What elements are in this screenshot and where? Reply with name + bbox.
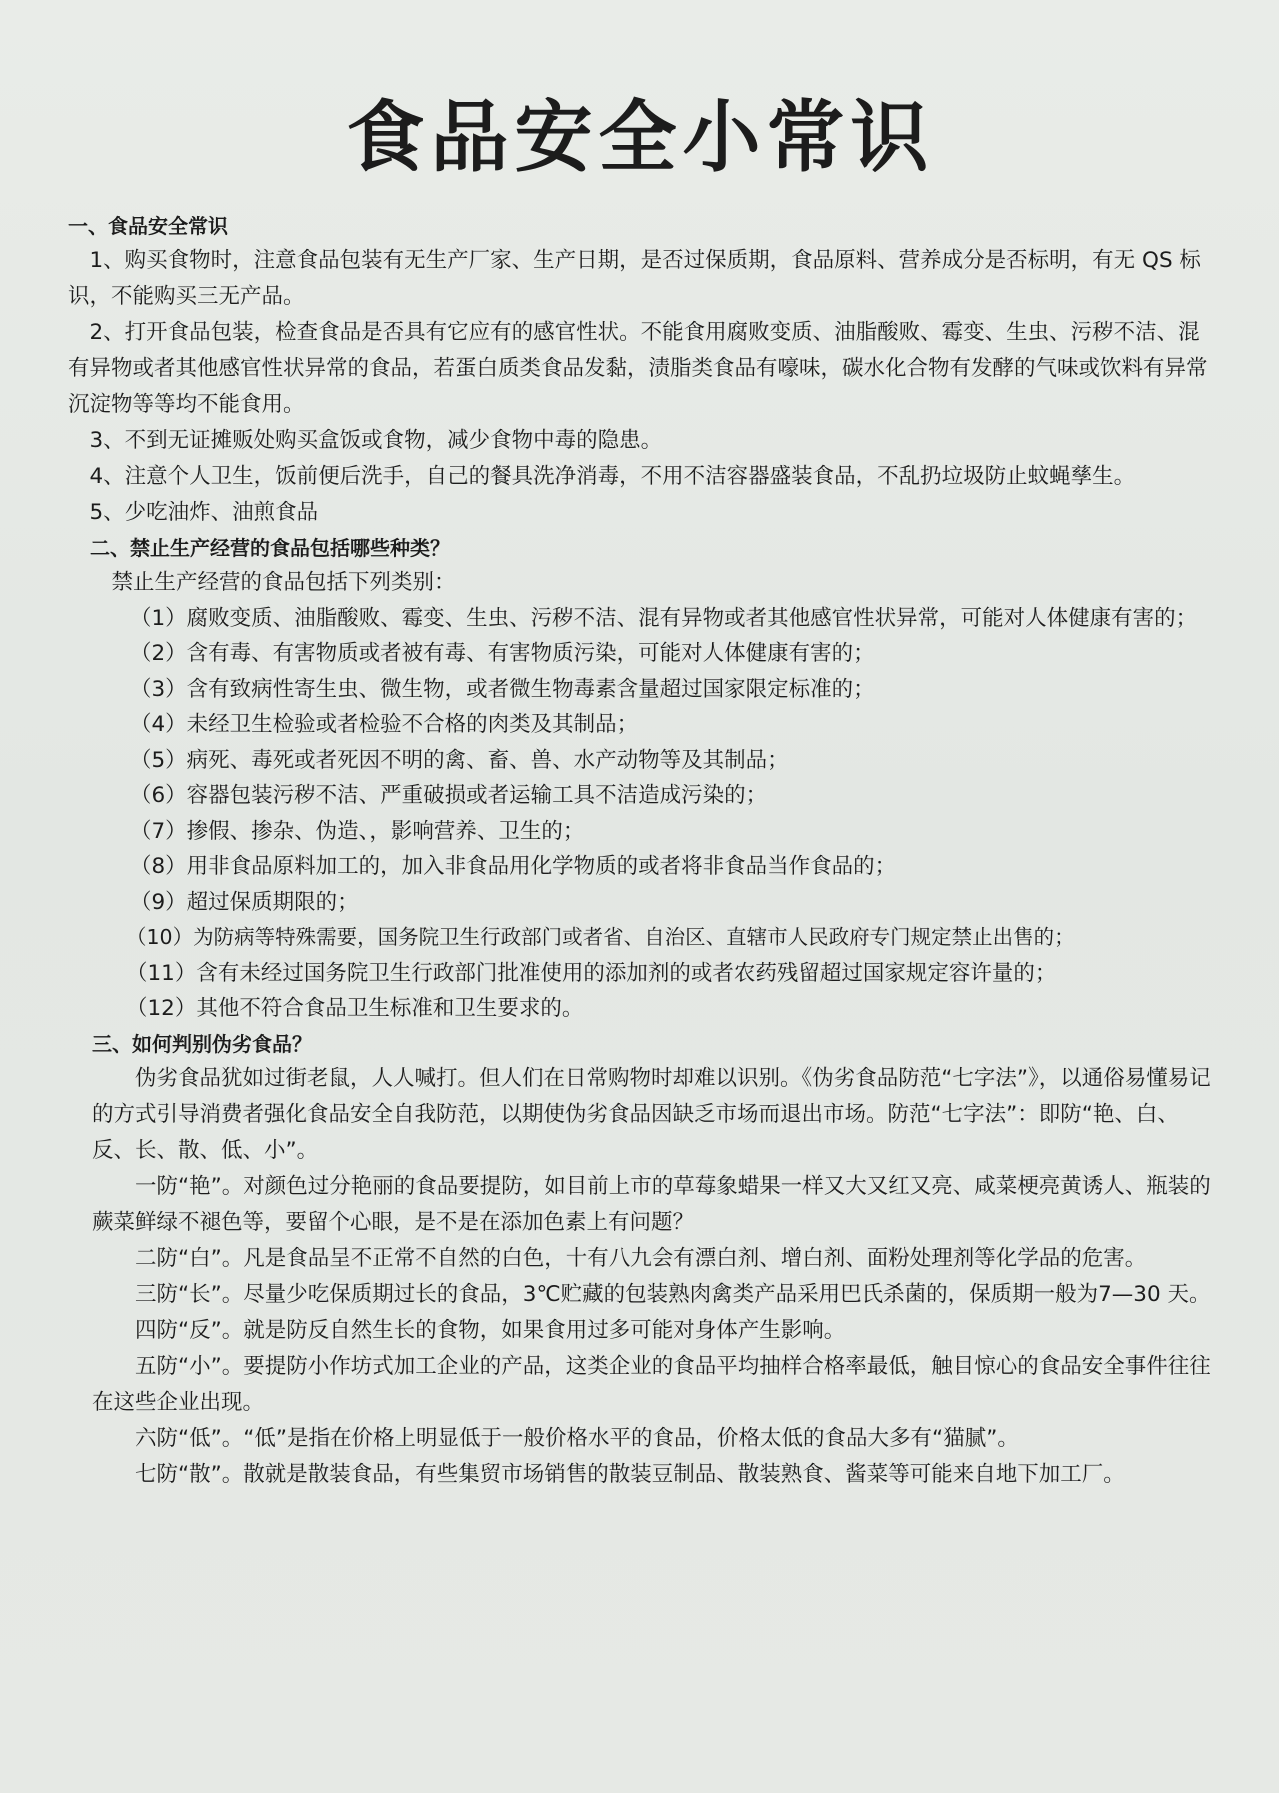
list-item: （8）用非食品原料加工的，加入非食品用化学物质的或者将非食品当作食品的； — [130, 854, 897, 880]
list-item: （5）病死、毒死或者死因不明的禽、畜、兽、水产动物等及其制品； — [130, 747, 789, 773]
paragraph: 四防“反”。就是防反自然生长的食物，如果食用过多可能对身体产生影响。 — [135, 1317, 846, 1343]
paragraph: 二防“白”。凡是食品呈不正常不自然的白色，十有八九会有漂白剂、增白剂、面粉处理剂等化学品的危害。 — [135, 1245, 1147, 1271]
section-prohibited-foods — [90, 531, 1219, 1027]
section-food-safety-basics — [68, 209, 1219, 531]
section-identify-counterfeit — [92, 1027, 1219, 1493]
section-intro: 禁止生产经营的食品包括下列类别： — [111, 569, 456, 595]
list-item: （4）未经卫生检验或者检验不合格的肉类及其制品； — [130, 712, 639, 738]
section-heading: 一、食品安全常识 — [68, 213, 228, 238]
list-item: 2、打开食品包装，检查食品是否具有它应有的感官性状。不能食用腐败变质、油脂酸败、霉变、生虫、污秽不洁、混有异物或者其他感官性状异常的食品，若蛋白质类食品发黏，渍脂类食品有嚎味，碳水化合物有发酵的气味或饮料有异常沉淀物等等均不能食用。 — [68, 319, 1208, 417]
list-item: （11）含有未经过国务院卫生行政部门批准使用的添加剂的或者农药残留超过国家规定容许量的； — [126, 960, 1057, 986]
list-item: （2）含有毒、有害物质或者被有毒、有害物质污染，可能对人体健康有害的； — [130, 641, 875, 667]
paragraph: 七防“散”。散就是散装食品，有些集贸市场销售的散装豆制品、散装熟食、酱菜等可能来自地下加工厂。 — [135, 1461, 1125, 1487]
list-item: （3）含有致病性寄生虫、微生物，或者微生物毒素含量超过国家限定标准的； — [130, 676, 875, 702]
section-heading: 二、禁止生产经营的食品包括哪些种类？ — [90, 535, 450, 560]
list-item: （12）其他不符合食品卫生标准和卫生要求的。 — [126, 996, 584, 1022]
list-item: （1）腐败变质、油脂酸败、霉变、生虫、污秽不洁、混有异物或者其他感官性状异常，可能对人体健康有害的； — [130, 605, 1198, 631]
list-item: 4、注意个人卫生，饭前便后洗手，自己的餐具洗净消毒，不用不洁容器盛装食品，不乱扔垃圾防止蚊蝇孳生。 — [89, 463, 1136, 489]
paragraph: 一防“艳”。对颜色过分艳丽的食品要提防，如目前上市的草莓象蜡果一样又大又红又亮、咸菜梗亮黄诱人、瓶装的蕨菜鲜绿不褪色等，要留个心眼，是不是在添加色素上有问题？ — [92, 1173, 1211, 1235]
document-title: 食品安全小常识 — [346, 92, 935, 183]
list-item: 5、少吃油炸、油煎食品 — [89, 499, 319, 525]
list-item: （6）容器包装污秽不洁、严重破损或者运输工具不洁造成污染的； — [130, 783, 768, 809]
paragraph: 六防“低”。“低”是指在价格上明显低于一般价格水平的食品，价格太低的食品大多有“猫腻”。 — [135, 1425, 1019, 1451]
section-heading: 三、如何判别伪劣食品？ — [92, 1031, 312, 1056]
list-item: （7）掺假、掺杂、伪造、，影响营养、卫生的； — [130, 818, 585, 844]
list-item: 3、不到无证摊贩处购买盒饭或食物，减少食物中毒的隐患。 — [89, 427, 663, 453]
list-item: （9）超过保质期限的； — [130, 889, 359, 915]
paragraph: 三防“长”。尽量少吃保质期过长的食品，3℃贮藏的包装熟肉禽类产品采用巴氏杀菌的，保质期一般为7—30 天。 — [135, 1281, 1211, 1307]
paragraph: 五防“小”。要提防小作坊式加工企业的产品，这类企业的食品平均抽样合格率最低，触目惊心的食品安全事件往往在这些企业出现。 — [92, 1353, 1211, 1415]
paragraph: 伪劣食品犹如过街老鼠，人人喊打。但人们在日常购物时却难以识别。《伪劣食品防范“七字法”》，以通俗易懂易记的方式引导消费者强化食品安全自我防范，以期使伪劣食品因缺乏市场而退出市场。防范“七字法”：即防“艳、白、反、长、散、低、小”。 — [92, 1065, 1211, 1163]
list-item: 1、购买食物时，注意食品包装有无生产厂家、生产日期，是否过保质期，食品原料、营养成分是否标明，有无 QS 标识，不能购买三无产品。 — [68, 247, 1201, 309]
list-item: （10）为防病等特殊需要，国务院卫生行政部门或者省、自治区、直辖市人民政府专门规定禁止出售的； — [126, 925, 1075, 950]
